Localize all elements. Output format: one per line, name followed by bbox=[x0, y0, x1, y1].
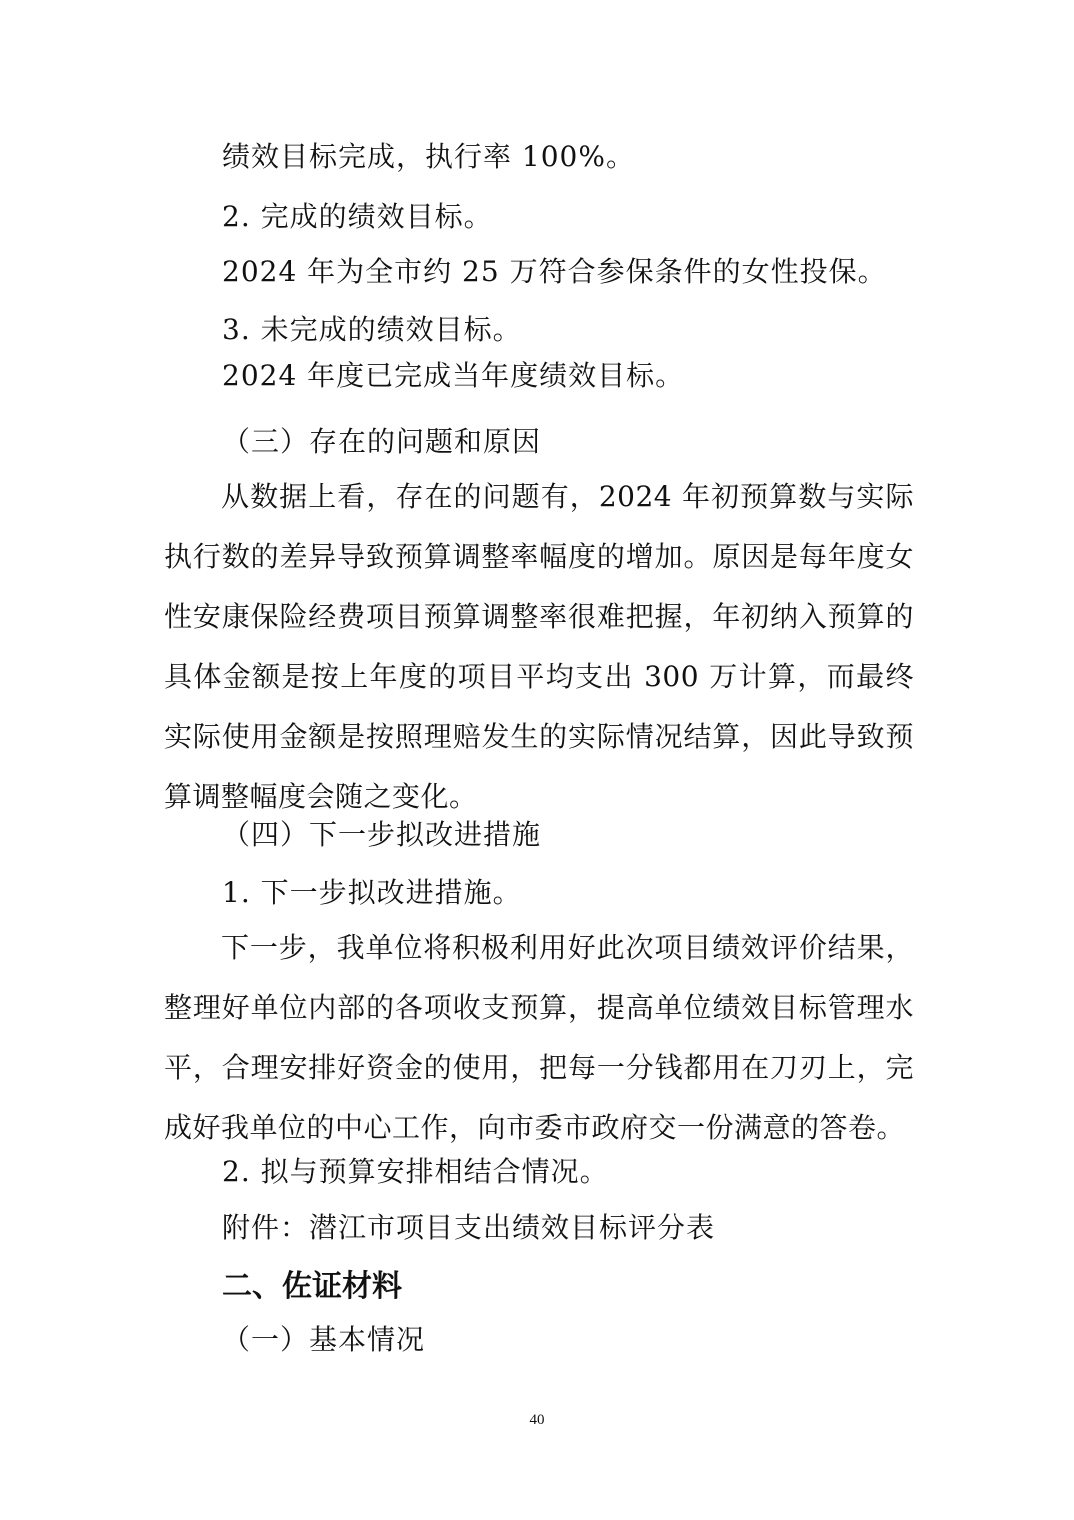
performance-completion-line: 绩效目标完成，执行率 100%。 bbox=[222, 140, 635, 173]
problems-paragraph: 从数据上看，存在的问题有，2024 年初预算数与实际执行数的差异导致预算调整率幅度的增加。原因是每年度女性安康保险经费项目预算调整率很难把握，年初纳入预算的具体金额是按上年度的项目平均支出 300 万计算，而最终实际使用金额是按照理赔发生的实际情况结算，因此导致预算调整幅度会随之变化。 bbox=[164, 480, 914, 813]
improvement-item-2: 2. 拟与预算安排相结合情况。 bbox=[222, 1155, 609, 1188]
evidence-section-heading: 二、佐证材料 bbox=[222, 1269, 402, 1304]
uncompleted-goals-label: 3. 未完成的绩效目标。 bbox=[222, 313, 522, 346]
page-number: 40 bbox=[529, 1412, 545, 1428]
problems-heading: （三）存在的问题和原因 bbox=[222, 425, 542, 458]
improvement-heading: （四）下一步拟改进措施 bbox=[222, 818, 542, 851]
improvement-paragraph: 下一步，我单位将积极利用好此次项目绩效评价结果，整理好单位内部的各项收支预算，提高单位绩效目标管理水平，合理安排好资金的使用，把每一分钱都用在刀刃上，完成好我单位的中心工作，向市委市政府交一份满意的答卷。 bbox=[164, 931, 914, 1144]
attachment-line: 附件：潜江市项目支出绩效目标评分表 bbox=[222, 1211, 716, 1244]
completed-goals-label: 2. 完成的绩效目标。 bbox=[222, 200, 493, 233]
improvement-item-1: 1. 下一步拟改进措施。 bbox=[222, 876, 522, 909]
completed-goals-text: 2024 年为全市约 25 万符合参保条件的女性投保。 bbox=[222, 255, 887, 288]
uncompleted-goals-text: 2024 年度已完成当年度绩效目标。 bbox=[222, 359, 685, 392]
basic-info-heading: （一）基本情况 bbox=[222, 1323, 426, 1356]
